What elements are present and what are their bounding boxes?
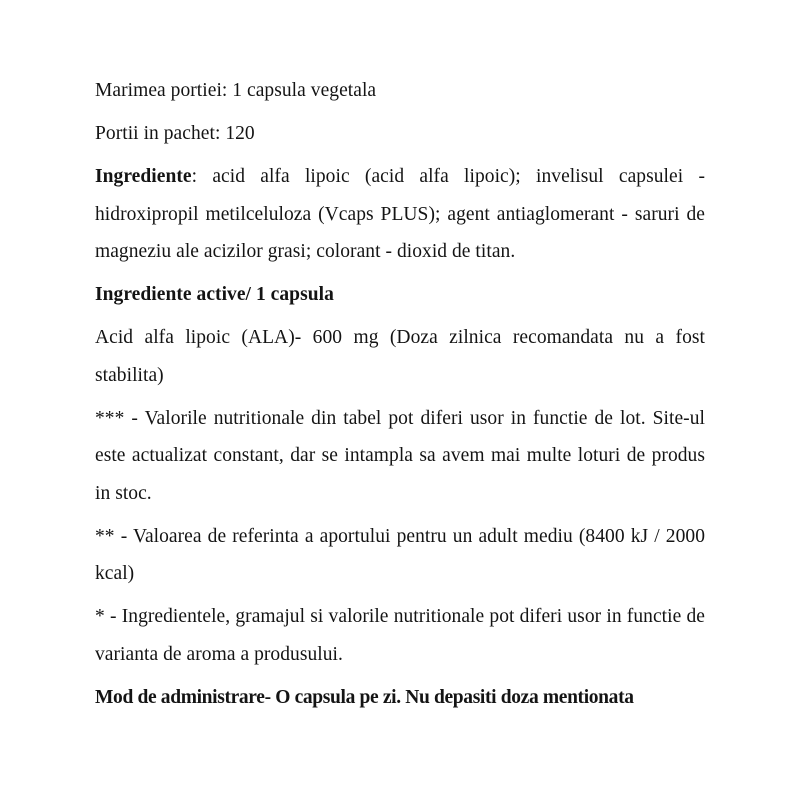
note-single-asterisk-text: * - Ingredientele, gramajul si valorile nutritionale pot diferi usor in functie de varianta de aroma a produsului. <box>95 606 705 665</box>
servings-per-container-text: Portii in pachet: 120 <box>95 123 255 144</box>
paragraph-note-single-asterisk <box>95 598 705 673</box>
ingredients-text: : acid alfa lipoic (acid alfa lipoic); invelisul capsulei - hidroxipropil metilceluloza (Vcaps PLUS); agent antiaglomerant - saruri de magneziu ale acizilor grasi; colorant - dioxid de titan. <box>95 166 705 262</box>
note-triple-asterisk-text: *** - Valorile nutritionale din tabel pot diferi usor in functie de lot. Site-ul este actualizat constant, dar se intampla sa avem mai multe loturi de produs in stoc. <box>95 407 705 504</box>
ingredients-label: Ingrediente <box>95 166 192 187</box>
paragraph-active-ingredients-heading <box>95 276 705 314</box>
paragraph-active-ingredient-ala <box>95 319 705 394</box>
paragraph-serving-size <box>95 72 705 110</box>
active-ingredient-ala-text: Acid alfa lipoic (ALA)- 600 mg (Doza zilnica recomandata nu a fost stabilita) <box>95 327 705 386</box>
paragraph-note-double-asterisk <box>95 518 705 593</box>
active-ingredients-heading-text: Ingrediente active/ 1 capsula <box>95 284 334 305</box>
paragraph-note-triple-asterisk <box>95 400 705 513</box>
document-text-body <box>95 72 705 716</box>
directions-text: Mod de administrare- O capsula pe zi. Nu depasiti doza mentionata <box>95 686 634 708</box>
paragraph-directions <box>95 679 705 717</box>
paragraph-servings-per-container <box>95 115 705 153</box>
note-double-asterisk-text: ** - Valoarea de referinta a aportului pentru un adult mediu (8400 kJ / 2000 kcal) <box>95 525 705 584</box>
paragraph-ingredients <box>95 158 705 271</box>
serving-size-text: Marimea portiei: 1 capsula vegetala <box>95 80 377 101</box>
